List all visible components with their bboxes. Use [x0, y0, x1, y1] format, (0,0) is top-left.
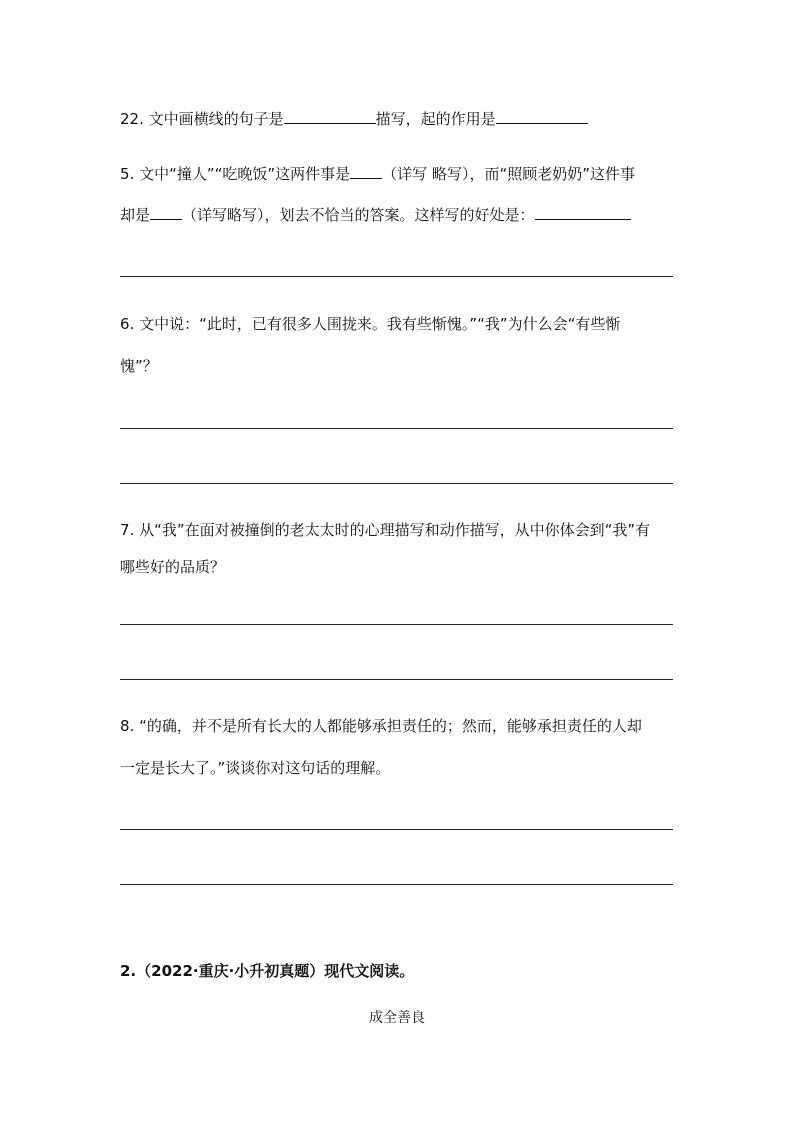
answer-blank[interactable]	[350, 163, 382, 179]
question-6-line-1: 6. 文中说：“此时，已有很多人围拢来。我有些惭愧。”“我”为什么会“有些惭	[120, 315, 621, 333]
question-8-line-2: 一定是长大了。”谈谈你对这句话的理解。	[120, 759, 391, 777]
question-7-line-1: 7. 从“我”在面对被撞倒的老太太时的心理描写和动作描写，从中你体会到“我”有	[120, 521, 651, 539]
question-6-line-2: 愧”？	[120, 357, 158, 375]
question-8-line-1: 8. “的确，并不是所有长大的人都能够承担责任的；然而，能够承担责任的人却	[120, 717, 642, 735]
answer-line[interactable]	[120, 624, 673, 625]
answer-line[interactable]	[120, 884, 673, 885]
article-title: 成全善良	[369, 1010, 425, 1026]
answer-line[interactable]	[120, 483, 673, 484]
question-5-line-1: 5. 文中“撞人”“吃晚饭”这两件事是 （详写 略写），而“照顾老奶奶”这件事	[120, 165, 635, 183]
section-heading: 2.（2022·重庆·小升初真题）现代文阅读。	[120, 962, 415, 980]
answer-line[interactable]	[120, 276, 673, 277]
question-7-line-2: 哪些好的品质？	[120, 558, 226, 576]
answer-line[interactable]	[120, 679, 673, 680]
question-5-line-2: 却是 （详写略写），划去不恰当的答案。这样写的好处是：	[120, 204, 631, 225]
question-22-text: 22. 文中画横线的句子是 描写，起的作用是	[120, 108, 588, 129]
answer-line[interactable]	[120, 829, 673, 830]
answer-line[interactable]	[120, 428, 673, 429]
answer-blank[interactable]	[535, 204, 631, 220]
answer-blank[interactable]	[284, 108, 376, 124]
answer-blank[interactable]	[150, 204, 182, 220]
answer-blank[interactable]	[496, 108, 588, 124]
